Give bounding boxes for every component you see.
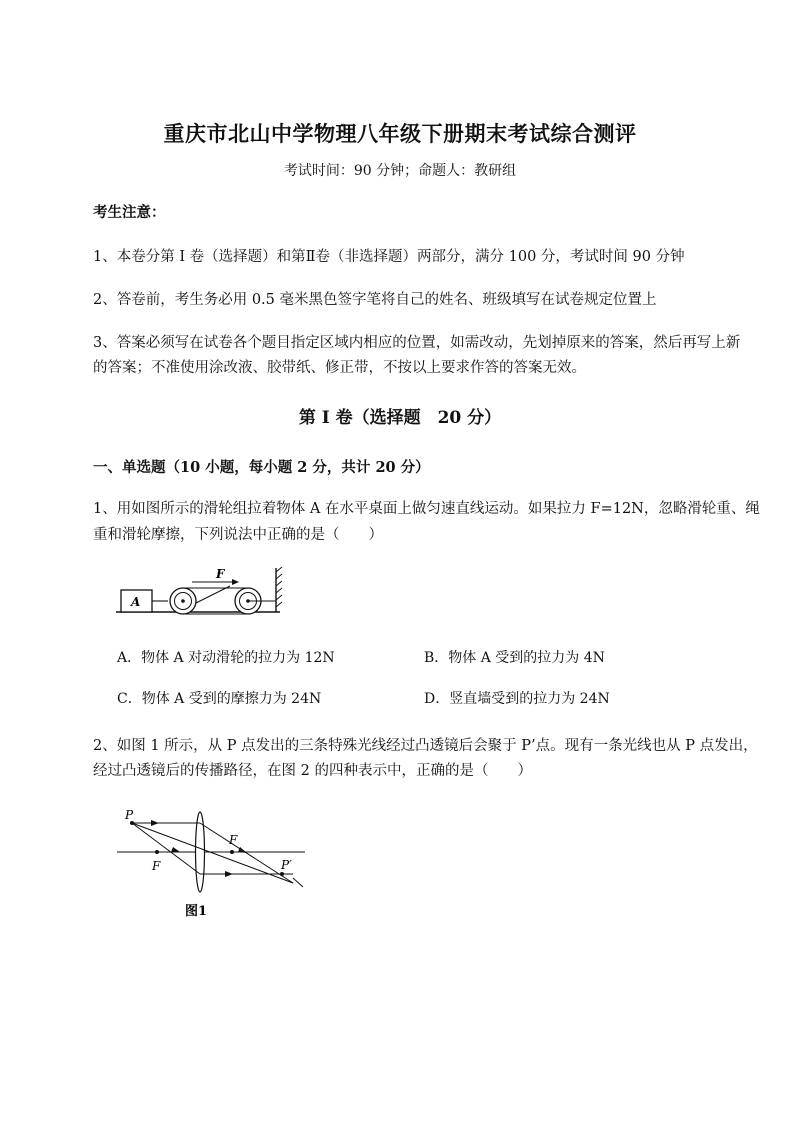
pulley-figure xyxy=(112,562,288,620)
notice-item-3-cont: 的答案；不准使用涂改液、胶带纸、修正带，不按以上要求作答的答案无效。 xyxy=(93,360,586,376)
notice-item-3: 3、答案必须写在试卷各个题目指定区域内相应的位置，如需改动，先划掉原来的答案，然后再写上新 xyxy=(93,335,741,351)
convex-lens xyxy=(196,812,205,892)
focus-left-label: F xyxy=(152,859,161,873)
option-d[interactable]: D．竖直墙受到的拉力为 24N xyxy=(424,691,610,707)
question-1-line-1: 1、用如图所示的滑轮组拉着物体 A 在水平桌面上做匀速直线运动。如果拉力 F=12N，忽略滑轮重、绳 xyxy=(93,501,760,517)
option-a[interactable]: A．物体 A 对动滑轮的拉力为 12N xyxy=(117,650,335,666)
point-p-prime-label: P′ xyxy=(281,858,292,872)
notice-item-2: 2、答卷前，考生务必用 0.5 毫米黑色签字笔将自己的姓名、班级填写在试卷规定位置上 xyxy=(93,292,657,308)
exam-info: 考试时间：90 分钟；命题人：教研组 xyxy=(283,163,517,179)
point-p-label: P xyxy=(125,808,134,822)
focus-right-label: F xyxy=(229,833,238,847)
option-b[interactable]: B．物体 A 受到的拉力为 4N xyxy=(424,650,605,666)
notice-item-1: 1、本卷分第 I 卷（选择题）和第Ⅱ卷（非选择题）两部分，满分 100 分，考试时间 90 分钟 xyxy=(93,249,685,265)
page-title: 重庆市北山中学物理八年级下册期末考试综合测评 xyxy=(163,121,637,146)
part-heading: 一、单选题（10 小题，每小题 2 分，共计 20 分） xyxy=(93,459,430,476)
force-f-label: F xyxy=(216,567,225,581)
question-2-line-1: 2、如图 1 所示，从 P 点发出的三条特殊光线经过凸透镜后会聚于 P’点。现有一条光线也从 P 点发出， xyxy=(93,738,758,754)
notice-heading: 考生注意： xyxy=(93,204,166,221)
question-2-line-2: 经过凸透镜后的传播路径，在图 2 的四种表示中，正确的是（ ） xyxy=(93,763,532,779)
lens-figure xyxy=(115,808,310,923)
block-a-label: A xyxy=(131,595,141,609)
question-1-line-2: 重和滑轮摩擦，下列说法中正确的是（ ） xyxy=(93,527,383,543)
section-title: 第 I 卷（选择题 20 分） xyxy=(298,408,502,428)
option-c[interactable]: C．物体 A 受到的摩擦力为 24N xyxy=(117,691,322,707)
figure-1-caption: 图1 xyxy=(185,904,208,919)
